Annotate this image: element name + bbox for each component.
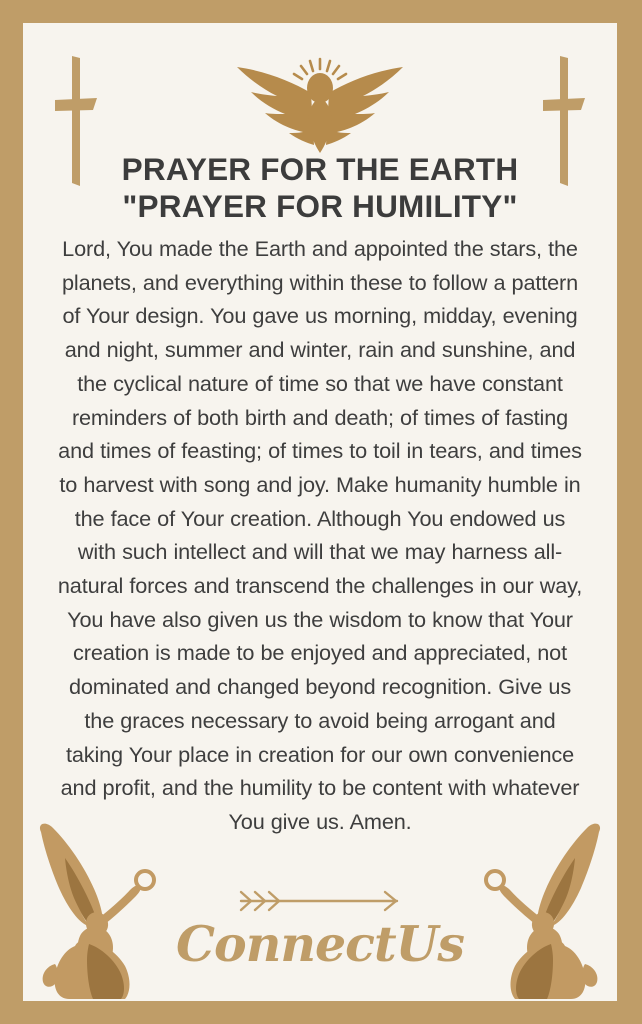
arrow-icon — [213, 887, 428, 913]
poster-panel — [23, 23, 617, 1001]
winged-angel-icon — [31, 814, 173, 999]
winged-sun-emblem — [215, 53, 425, 157]
title-line-2: "PRAYER FOR HUMILITY" — [122, 188, 518, 224]
brand-logo — [175, 887, 465, 973]
winged-angel-icon — [467, 814, 609, 999]
page-title — [23, 151, 617, 225]
prayer-text: Lord, You made the Earth and appointed the stars, the planets, and everything within these to follow a pattern of Your design. You gave us morning, midday, evening and night, summer and winter, rain and sunshine, and the cyclical nature of time so that we have constant reminders of both birth and death; of times of fasting and times of feasting; of times to toil in tears, and times to harvest with song and joy. Make humanity humble in the face of Your creation. Although You endowed us with such intellect and will that we may harness all-natural forces and transcend the challenges in our way, You have also given us the wisdom to know that Your creation is made to be enjoyed and appreciated, not dominated and changed beyond recognition. Give us the graces necessary to avoid being arrogant and taking Your place in creation for our own convenience and profit, and the humility to be content with whatever You give us. Amen. — [57, 236, 583, 834]
brand-name: ConnectUs — [176, 915, 464, 973]
title-line-1: PRAYER FOR THE EARTH — [121, 151, 519, 187]
